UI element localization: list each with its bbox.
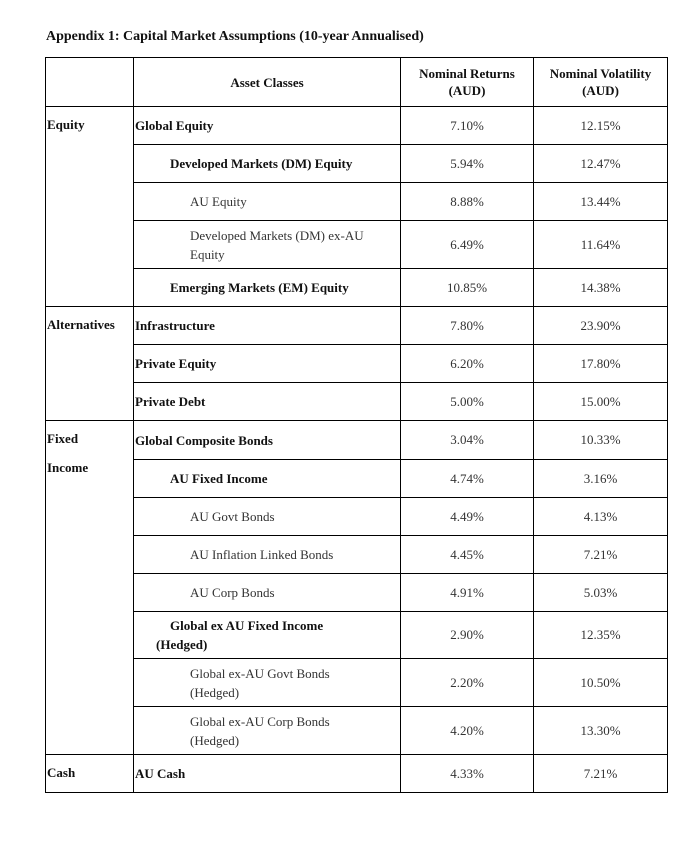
- category-alternatives: Alternatives: [46, 307, 134, 421]
- nominal-volatility: 7.21%: [534, 536, 668, 574]
- nominal-volatility: 7.21%: [534, 755, 668, 793]
- table-row: [46, 107, 668, 145]
- table-row: [46, 659, 668, 707]
- nominal-volatility: 12.35%: [534, 612, 668, 659]
- asset-name: AU Cash: [134, 755, 401, 793]
- asset-name: Global Equity: [134, 107, 401, 145]
- asset-name: AU Fixed Income: [134, 460, 401, 498]
- nominal-volatility: 13.44%: [534, 183, 668, 221]
- asset-name: Global Composite Bonds: [134, 421, 401, 460]
- nominal-volatility: 17.80%: [534, 345, 668, 383]
- nominal-return: 4.45%: [401, 536, 534, 574]
- nominal-volatility: 15.00%: [534, 383, 668, 421]
- nominal-return: 2.20%: [401, 659, 534, 707]
- asset-name: Global ex-AU Govt Bonds (Hedged): [134, 659, 401, 707]
- nominal-volatility: 10.50%: [534, 659, 668, 707]
- table-row: [46, 421, 668, 460]
- header-category: [46, 58, 134, 107]
- table-row: [46, 183, 668, 221]
- nominal-return: 4.49%: [401, 498, 534, 536]
- header-asset-classes: Asset Classes: [134, 58, 401, 107]
- category-cash: Cash: [46, 755, 134, 793]
- nominal-return: 6.49%: [401, 221, 534, 269]
- table-row: [46, 269, 668, 307]
- nominal-return: 6.20%: [401, 345, 534, 383]
- nominal-return: 7.10%: [401, 107, 534, 145]
- nominal-volatility: 4.13%: [534, 498, 668, 536]
- category-equity: Equity: [46, 107, 134, 307]
- header-nominal-returns: Nominal Returns (AUD): [401, 58, 534, 107]
- table-row: [46, 307, 668, 345]
- asset-name: Developed Markets (DM) Equity: [134, 145, 401, 183]
- asset-name: AU Inflation Linked Bonds: [134, 536, 401, 574]
- nominal-return: 5.00%: [401, 383, 534, 421]
- page-title: Appendix 1: Capital Market Assumptions (10-year Annualised): [46, 29, 424, 44]
- nominal-volatility: 10.33%: [534, 421, 668, 460]
- nominal-volatility: 11.64%: [534, 221, 668, 269]
- nominal-return: 8.88%: [401, 183, 534, 221]
- nominal-return: 7.80%: [401, 307, 534, 345]
- nominal-volatility: 23.90%: [534, 307, 668, 345]
- asset-name: Private Debt: [134, 383, 401, 421]
- table-row: [46, 755, 668, 793]
- nominal-return: 4.74%: [401, 460, 534, 498]
- header-nominal-volatility: Nominal Volatility (AUD): [534, 58, 668, 107]
- asset-name: AU Corp Bonds: [134, 574, 401, 612]
- nominal-return: 3.04%: [401, 421, 534, 460]
- nominal-volatility: 14.38%: [534, 269, 668, 307]
- asset-name: Global ex AU Fixed Income (Hedged): [134, 612, 401, 659]
- table-row: [46, 460, 668, 498]
- table-row: [46, 498, 668, 536]
- table-row: [46, 145, 668, 183]
- nominal-return: 4.20%: [401, 707, 534, 755]
- category-fixed-income: Fixed Income: [46, 421, 134, 755]
- header-row: [46, 58, 668, 107]
- table-row: [46, 345, 668, 383]
- asset-name: Developed Markets (DM) ex-AU Equity: [134, 221, 401, 269]
- nominal-volatility: 13.30%: [534, 707, 668, 755]
- table-row: [46, 612, 668, 659]
- asset-name: Infrastructure: [134, 307, 401, 345]
- table-row: [46, 221, 668, 269]
- asset-name: Emerging Markets (EM) Equity: [134, 269, 401, 307]
- asset-name: Global ex-AU Corp Bonds (Hedged): [134, 707, 401, 755]
- table-row: [46, 536, 668, 574]
- table-row: [46, 574, 668, 612]
- nominal-volatility: 3.16%: [534, 460, 668, 498]
- nominal-return: 10.85%: [401, 269, 534, 307]
- nominal-volatility: 12.15%: [534, 107, 668, 145]
- asset-name: AU Equity: [134, 183, 401, 221]
- nominal-volatility: 5.03%: [534, 574, 668, 612]
- nominal-volatility: 12.47%: [534, 145, 668, 183]
- asset-name: AU Govt Bonds: [134, 498, 401, 536]
- table-row: [46, 383, 668, 421]
- asset-name: Private Equity: [134, 345, 401, 383]
- nominal-return: 4.91%: [401, 574, 534, 612]
- table-row: [46, 707, 668, 755]
- nominal-return: 4.33%: [401, 755, 534, 793]
- capital-market-assumptions-table: [45, 57, 668, 793]
- nominal-return: 2.90%: [401, 612, 534, 659]
- nominal-return: 5.94%: [401, 145, 534, 183]
